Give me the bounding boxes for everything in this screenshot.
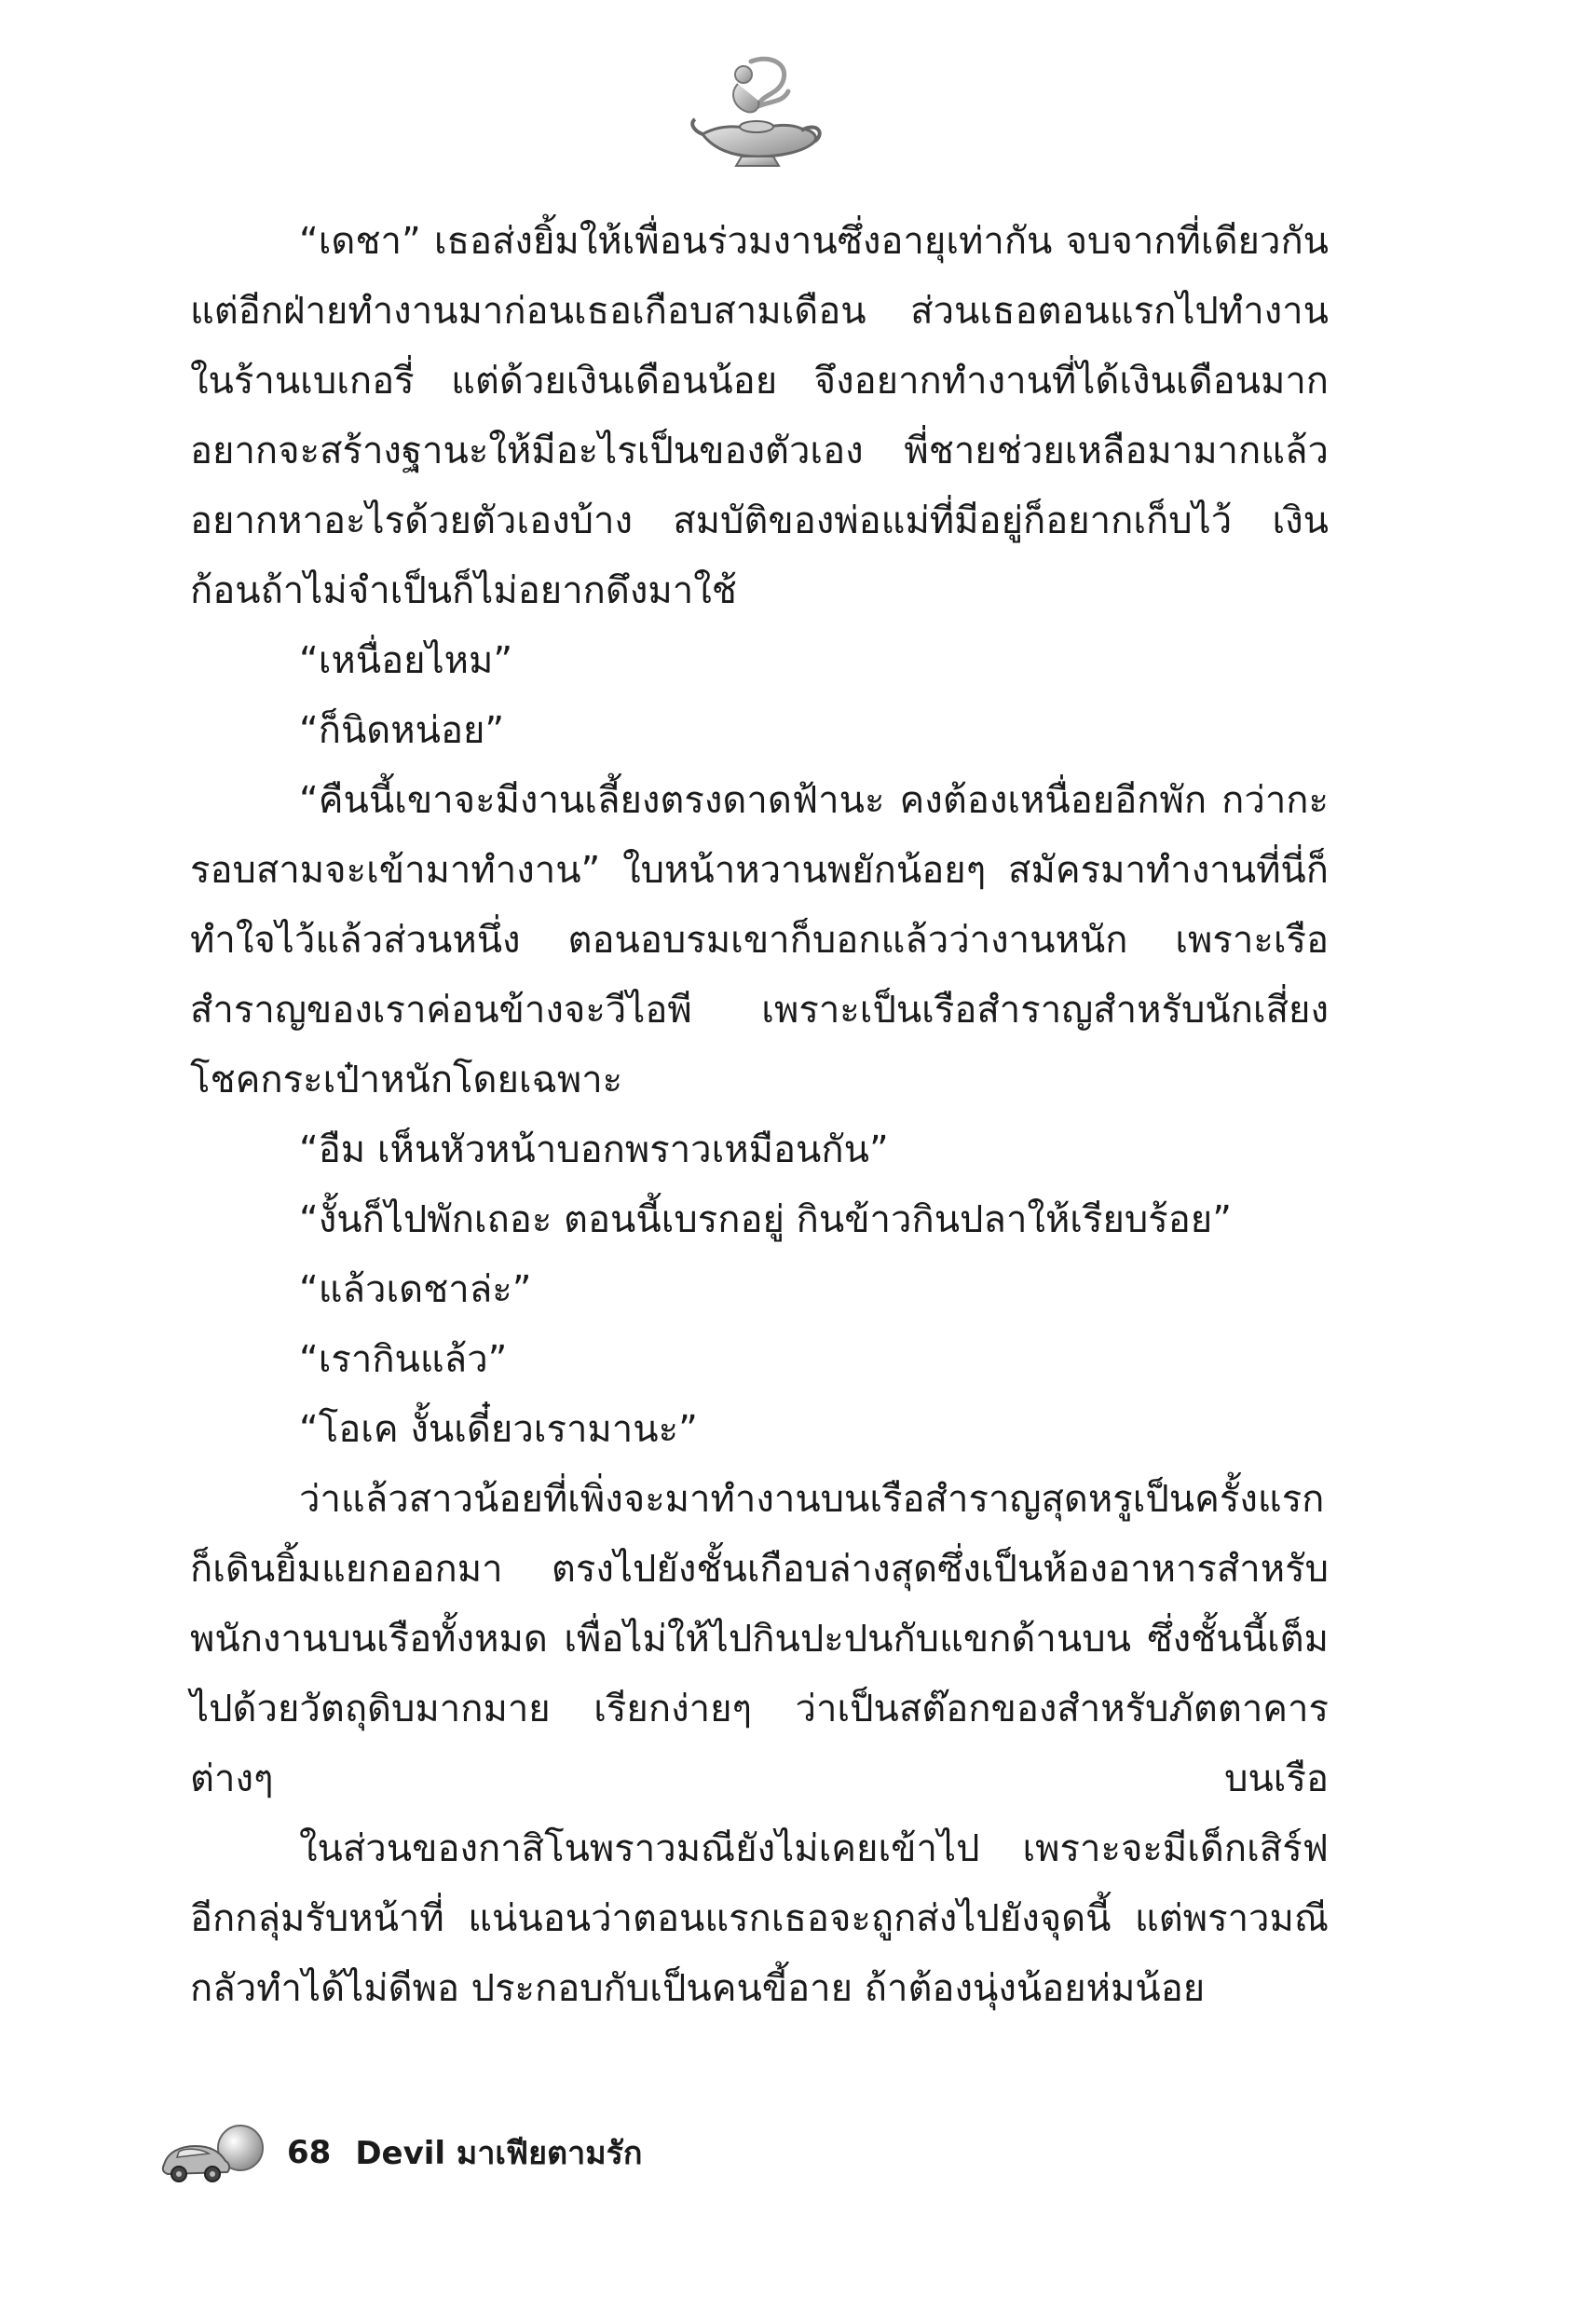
genie-lamp-icon — [686, 54, 825, 168]
paragraph-1: “เดชา” เธอส่งยิ้มให้เพื่อนร่วมงานซึ่งอายุเท่ากัน จบจากที่เดียวกัน แต่อีกฝ่ายทำงานมาก่อนเธอเกือบสามเดือน ส่วนเธอตอนแรกไปทำงานในร้านเบเกอรี่ แต่ด้วยเงินเดือนน้อย จึงอยากทำงานที่ได้เงินเดือนมาก อยากจะสร้างฐานะให้มีอะไรเป็นของตัวเอง พี่ชายช่วยเหลือมามากแล้ว อยากหาอะไรด้วยตัวเองบ้าง สมบัติของพ่อแม่ที่มีอยู่ก็อยากเก็บไว้ เงินก้อนถ้าไม่จำเป็นก็ไม่อยากดึงมาใช้ — [190, 220, 1329, 612]
page-footer — [158, 2111, 642, 2195]
paragraph-3: ว่าแล้วสาวน้อยที่เพิ่งจะมาทำงานบนเรือสำราญสุดหรูเป็นครั้งแรก ก็เดินยิ้มแยกออกมา ตรงไปยังชั้นเกือบล่างสุดซึ่งเป็นห้องอาหารสำหรับพนักงานบนเรือทั้งหมด เพื่อไม่ให้ไปกินปะปนกับแขกด้านบน ซึ่งชั้นนี้เต็มไปด้วยวัตถุดิบมากมาย เรียกง่ายๆ ว่าเป็นสต๊อกของสำหรับภัตตาคารต่างๆ บนเรือ — [190, 1478, 1329, 1800]
dialogue-line-3: “อืม เห็นหัวหน้าบอกพราวเหมือนกัน” — [299, 1128, 889, 1171]
car-and-ball-icon — [158, 2120, 268, 2185]
body-text — [190, 207, 1329, 2024]
dialogue-line-2: “ก็นิดหน่อย” — [299, 709, 505, 752]
dialogue-line-6: “เรากินแล้ว” — [299, 1338, 508, 1381]
dialogue-line-7: “โอเค งั้นเดี๋ยวเรามานะ” — [299, 1408, 698, 1451]
dialogue-line-1: “เหนื่อยไหม” — [299, 639, 513, 682]
paragraph-2: “คืนนี้เขาจะมีงานเลี้ยงตรงดาดฟ้านะ คงต้องเหนื่อยอีกพัก กว่ากะรอบสามจะเข้ามาทำงาน” ใบหน้าหวานพยักน้อยๆ สมัครมาทำงานที่นี่ก็ทำใจไว้แล้วส่วนหนึ่ง ตอนอบรมเขาก็บอกแล้วว่างานหนัก เพราะเรือสำราญของเราค่อนข้างจะวีไอพี เพราะเป็นเรือสำราญสำหรับนักเสี่ยงโชคกระเป๋าหนักโดยเฉพาะ — [190, 779, 1329, 1101]
dialogue-line-4: “งั้นก็ไปพักเถอะ ตอนนี้เบรกอยู่ กินข้าวกินปลาให้เรียบร้อย” — [299, 1198, 1232, 1241]
paragraph-4: ในส่วนของกาสิโนพราวมณียังไม่เคยเข้าไป เพราะจะมีเด็กเสิร์ฟอีกกลุ่มรับหน้าที่ แน่นอนว่าตอนแรกเธอจะถูกส่งไปยังจุดนี้ แต่พราวมณีกลัวทำได้ไม่ดีพอ ประกอบกับเป็นคนขี้อาย ถ้าต้องนุ่งน้อยห่มน้อย — [190, 1827, 1329, 2010]
dialogue-line-5: “แล้วเดชาล่ะ” — [299, 1268, 532, 1311]
page-number: 68 — [287, 2134, 332, 2171]
book-title: Devil มาเฟียตามรัก — [355, 2135, 643, 2172]
